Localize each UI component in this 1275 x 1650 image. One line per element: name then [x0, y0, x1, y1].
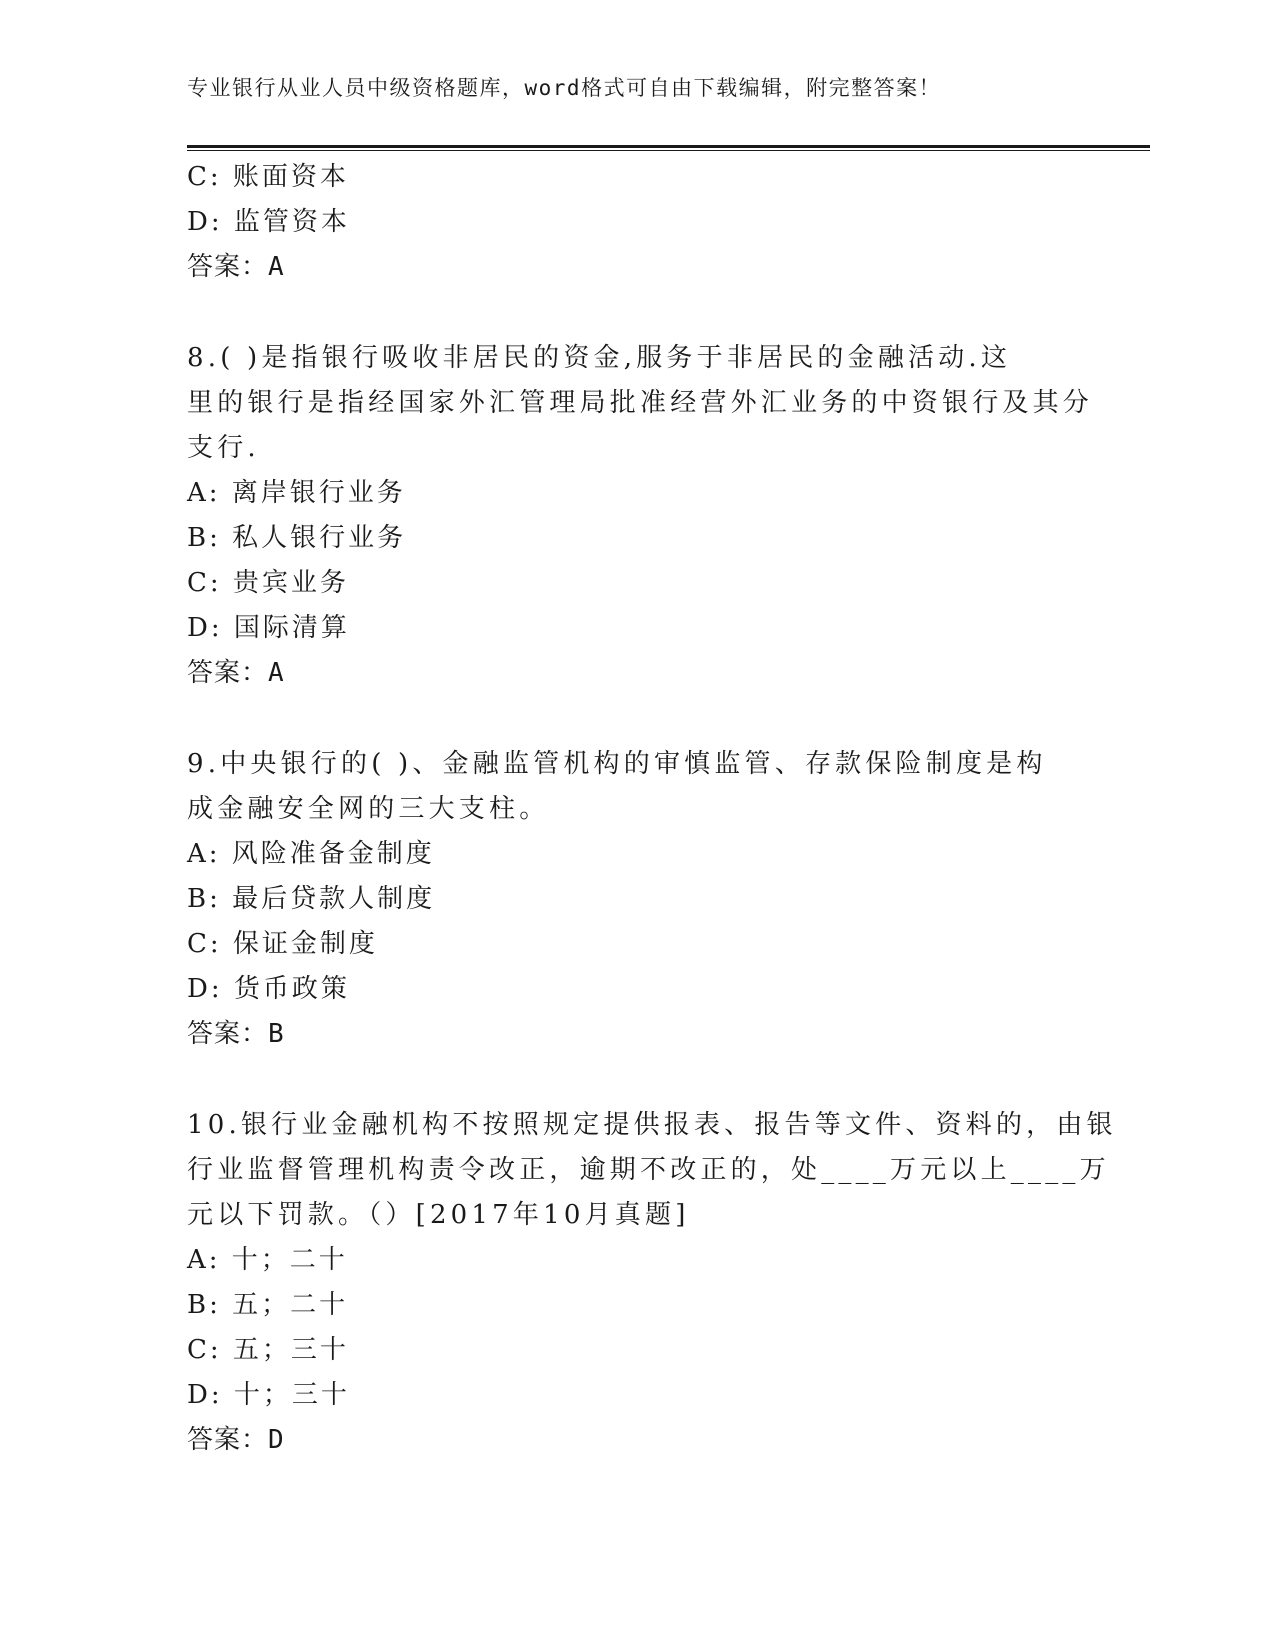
answer-value: A [268, 658, 285, 688]
answer-line [187, 245, 1087, 290]
option-b: B: 最后贷款人制度 [187, 884, 436, 914]
question-line: 里的银行是指经国家外汇管理局批准经营外汇业务的中资银行及其分 [187, 388, 1094, 418]
answer-label: 答案： [187, 658, 269, 688]
option-c: C: 保证金制度 [187, 929, 378, 959]
answer-line [187, 1012, 1087, 1057]
answer-label: 答案： [187, 1425, 269, 1455]
page-header: 专业银行从业人员中级资格题库，word格式可自由下载编辑，附完整答案！ [187, 76, 942, 100]
question-line: 行业监督管理机构责令改正，逾期不改正的，处____万元以上____万 [187, 1155, 1110, 1185]
question-9 [187, 742, 1087, 1057]
option-d: D: 监管资本 [187, 207, 350, 237]
question-8 [187, 336, 1094, 696]
answer-value: A [268, 252, 285, 282]
option-d: D: 货币政策 [187, 974, 350, 1004]
answer-label: 答案： [187, 252, 269, 282]
option-a: A: 风险准备金制度 [187, 839, 435, 869]
option-c: C: 贵宾业务 [187, 568, 349, 598]
answer-value: D [268, 1425, 285, 1455]
question-line: 9.中央银行的( )、金融监管机构的审慎监管、存款保险制度是构 [187, 749, 1047, 779]
header-rule-thin [187, 150, 1150, 151]
option-c: C: 五；三十 [187, 1335, 349, 1365]
header-rule-thick [187, 145, 1150, 148]
answer-line [187, 651, 1087, 696]
question-text [187, 742, 1087, 832]
spacer [187, 1057, 1087, 1103]
option-a: A: 十；二十 [187, 1245, 348, 1275]
document-body [187, 155, 1117, 1463]
option-b: B: 五；二十 [187, 1290, 349, 1320]
question-7-continued [187, 155, 1087, 290]
question-line: 成金融安全网的三大支柱。 [187, 794, 550, 824]
answer-line [187, 1418, 1087, 1463]
spacer [187, 290, 1087, 336]
option-d: D: 十；三十 [187, 1380, 350, 1410]
question-line: 10.银行业金融机构不按照规定提供报表、报告等文件、资料的，由银 [187, 1110, 1117, 1140]
question-line: 8.( )是指银行吸收非居民的资金,服务于非居民的金融活动.这 [187, 343, 1012, 373]
question-line: 元以下罚款。（）[2017年10月真题] [187, 1200, 690, 1230]
spacer [187, 696, 1087, 742]
option-c: C: 账面资本 [187, 162, 349, 192]
question-10 [187, 1103, 1117, 1463]
question-line: 支行. [187, 433, 260, 463]
option-a: A: 离岸银行业务 [187, 478, 406, 508]
option-b: B: 私人银行业务 [187, 523, 407, 553]
question-text [187, 336, 1094, 471]
question-text [187, 1103, 1117, 1238]
answer-label: 答案： [187, 1019, 269, 1049]
option-d: D: 国际清算 [187, 613, 350, 643]
answer-value: B [268, 1019, 285, 1049]
